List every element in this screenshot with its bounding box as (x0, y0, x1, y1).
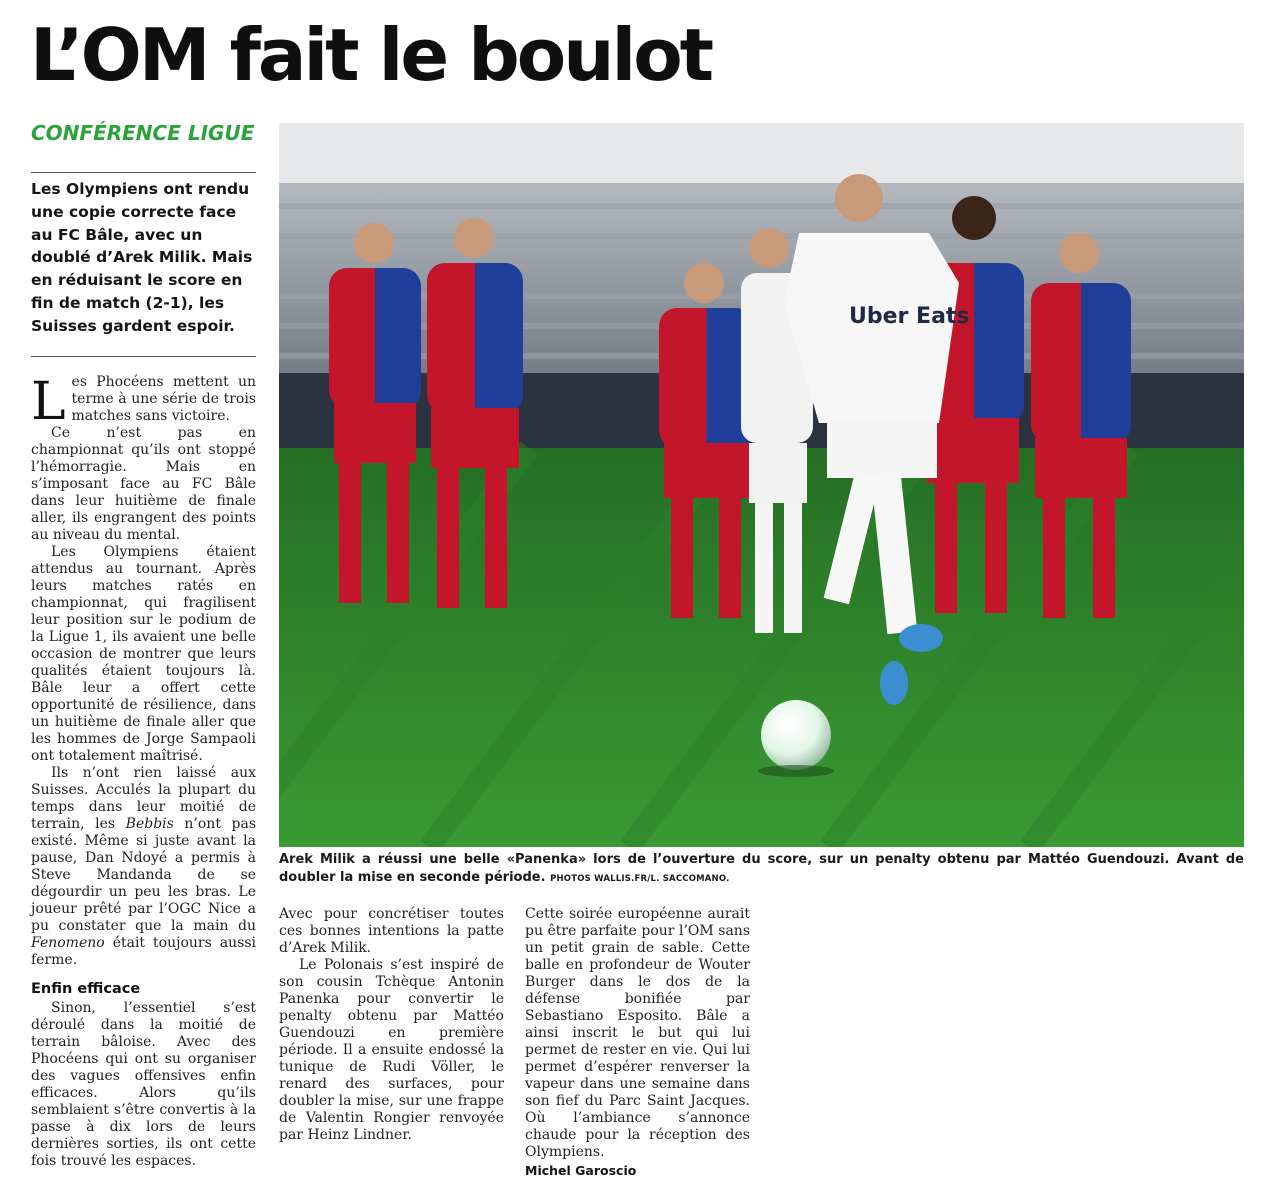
match-ball (761, 700, 831, 770)
article-paragraph: Avec pour concrétiser toutes ces bonnes intentions la patte d’Arek Milik. (279, 906, 504, 956)
byline: Michel Garoscio (525, 1163, 637, 1178)
article-paragraph (31, 765, 256, 969)
paragraph-text: n’ont pas existé. Même si juste avant la pause, Dan Ndoyé a permis à Steve Mandanda de se dégourdir un peu les bras. Le joueur prêté par l’OGC Nice a pu constater que la main du (31, 816, 257, 934)
section-rubric: CONFÉRENCE LIGUE (31, 121, 255, 145)
article-paragraph: Ce n’est pas en championnat qu’ils ont stoppé l’hémorragie. Mais en s’imposant face au FC Bâle dans leur huitième de finale aller, ils engrangent des points au niveau du mental. (31, 425, 256, 543)
paragraph-text: était toujours aussi ferme. (31, 935, 256, 968)
article-paragraph (525, 906, 750, 1161)
chapo: Les Olympiens ont rendu une copie correcte face au FC Bâle, avec un doublé d’Arek Milik. Mais en réduisant le score en fin de match (2-1), les Suisses gardent espoir. (31, 180, 253, 335)
penalty-scene-illustration (279, 123, 1244, 847)
dropcap: L (31, 372, 66, 432)
article-paragraph: Le Polonais s’est inspiré de son cousin Tchèque Antonin Panenka pour convertir le penalty obtenu par Mattéo Guendouzi en première période. Il a ensuite endossé la tunique de Rudi Völler, le renard des surfaces, pour doubler la mise, sur une frappe de Valentin Rongier renvoyée par Heinz Lindner. (279, 957, 504, 1143)
article-paragraph: Sinon, l’essentiel s’est déroulé dans la moitié de terrain bâloise. Avec des Phocéens qui ont su organiser des vagues offensives enfin efficaces. Alors qu’ils semblaient s’être convertis à la passe à dix lors de leurs dernières sorties, ils ont cette fois trouvé les espaces. (31, 1000, 256, 1169)
caption-text: Arek Milik a réussi une belle «Panenka» lors de l’ouverture du score, sur un penalty obtenu par Mattéo Guendouzi. Avant de doubler la mise en seconde période. (279, 852, 1244, 885)
article-paragraph (31, 372, 256, 432)
italic-nickname: Bebbis (125, 816, 174, 832)
paragraph-text: Cette soirée européenne aurait pu être parfaite pour l’OM sans un petit grain de sable. Cette balle en profondeur de Wouter Burger dans le dos de la défense bonifiée par Sebastiano Esposito. Bâle a ainsi inscrit le but qui lui permet de rester en vie. Qui lui permet d’espérer renverser la vapeur dans une semaine dans son fief du Parc Saint Jacques. Où l’ambiance s’annonce chaude pour la réception des Olympiens. (525, 906, 750, 1160)
headline: L’OM fait le boulot (30, 13, 712, 97)
shirt-sponsor: Uber Eats (849, 304, 970, 329)
article-paragraph: Les Olympiens étaient attendus au tournant. Après leurs matches ratés en championnat, qui fragilisent leur position sur le podium de la Ligue 1, ils avaient une belle occasion de montrer que leurs qualités étaient toujours là. Bâle leur a offert cette opportunité de résilience, dans un huitième de finale aller que les hommes de Jorge Sampaoli ont totalement maîtrisé. (31, 544, 256, 764)
article-column-2 (279, 906, 504, 1144)
ball-shadow (758, 765, 834, 777)
photo-credit: PHOTOS WALLIS.FR/L. SACCOMANO. (550, 874, 730, 884)
paragraph-text: es Phocéens mettent un terme à une série de trois matches sans victoire. (71, 374, 256, 424)
chapo-rule (31, 356, 256, 357)
photo-caption (279, 851, 1244, 888)
subhead: Enfin efficace (31, 981, 141, 997)
match-photo (279, 123, 1244, 847)
article-column-1 (31, 374, 256, 1170)
paragraph-text: Ils n’ont rien laissé aux Suisses. Acculés la plupart du temps dans leur moitié de terrain, les (31, 765, 256, 832)
italic-nickname: Fenomeno (31, 935, 105, 951)
article-column-3 (525, 906, 750, 1180)
stadium-roof (279, 123, 1244, 183)
rubric-rule (31, 172, 256, 173)
